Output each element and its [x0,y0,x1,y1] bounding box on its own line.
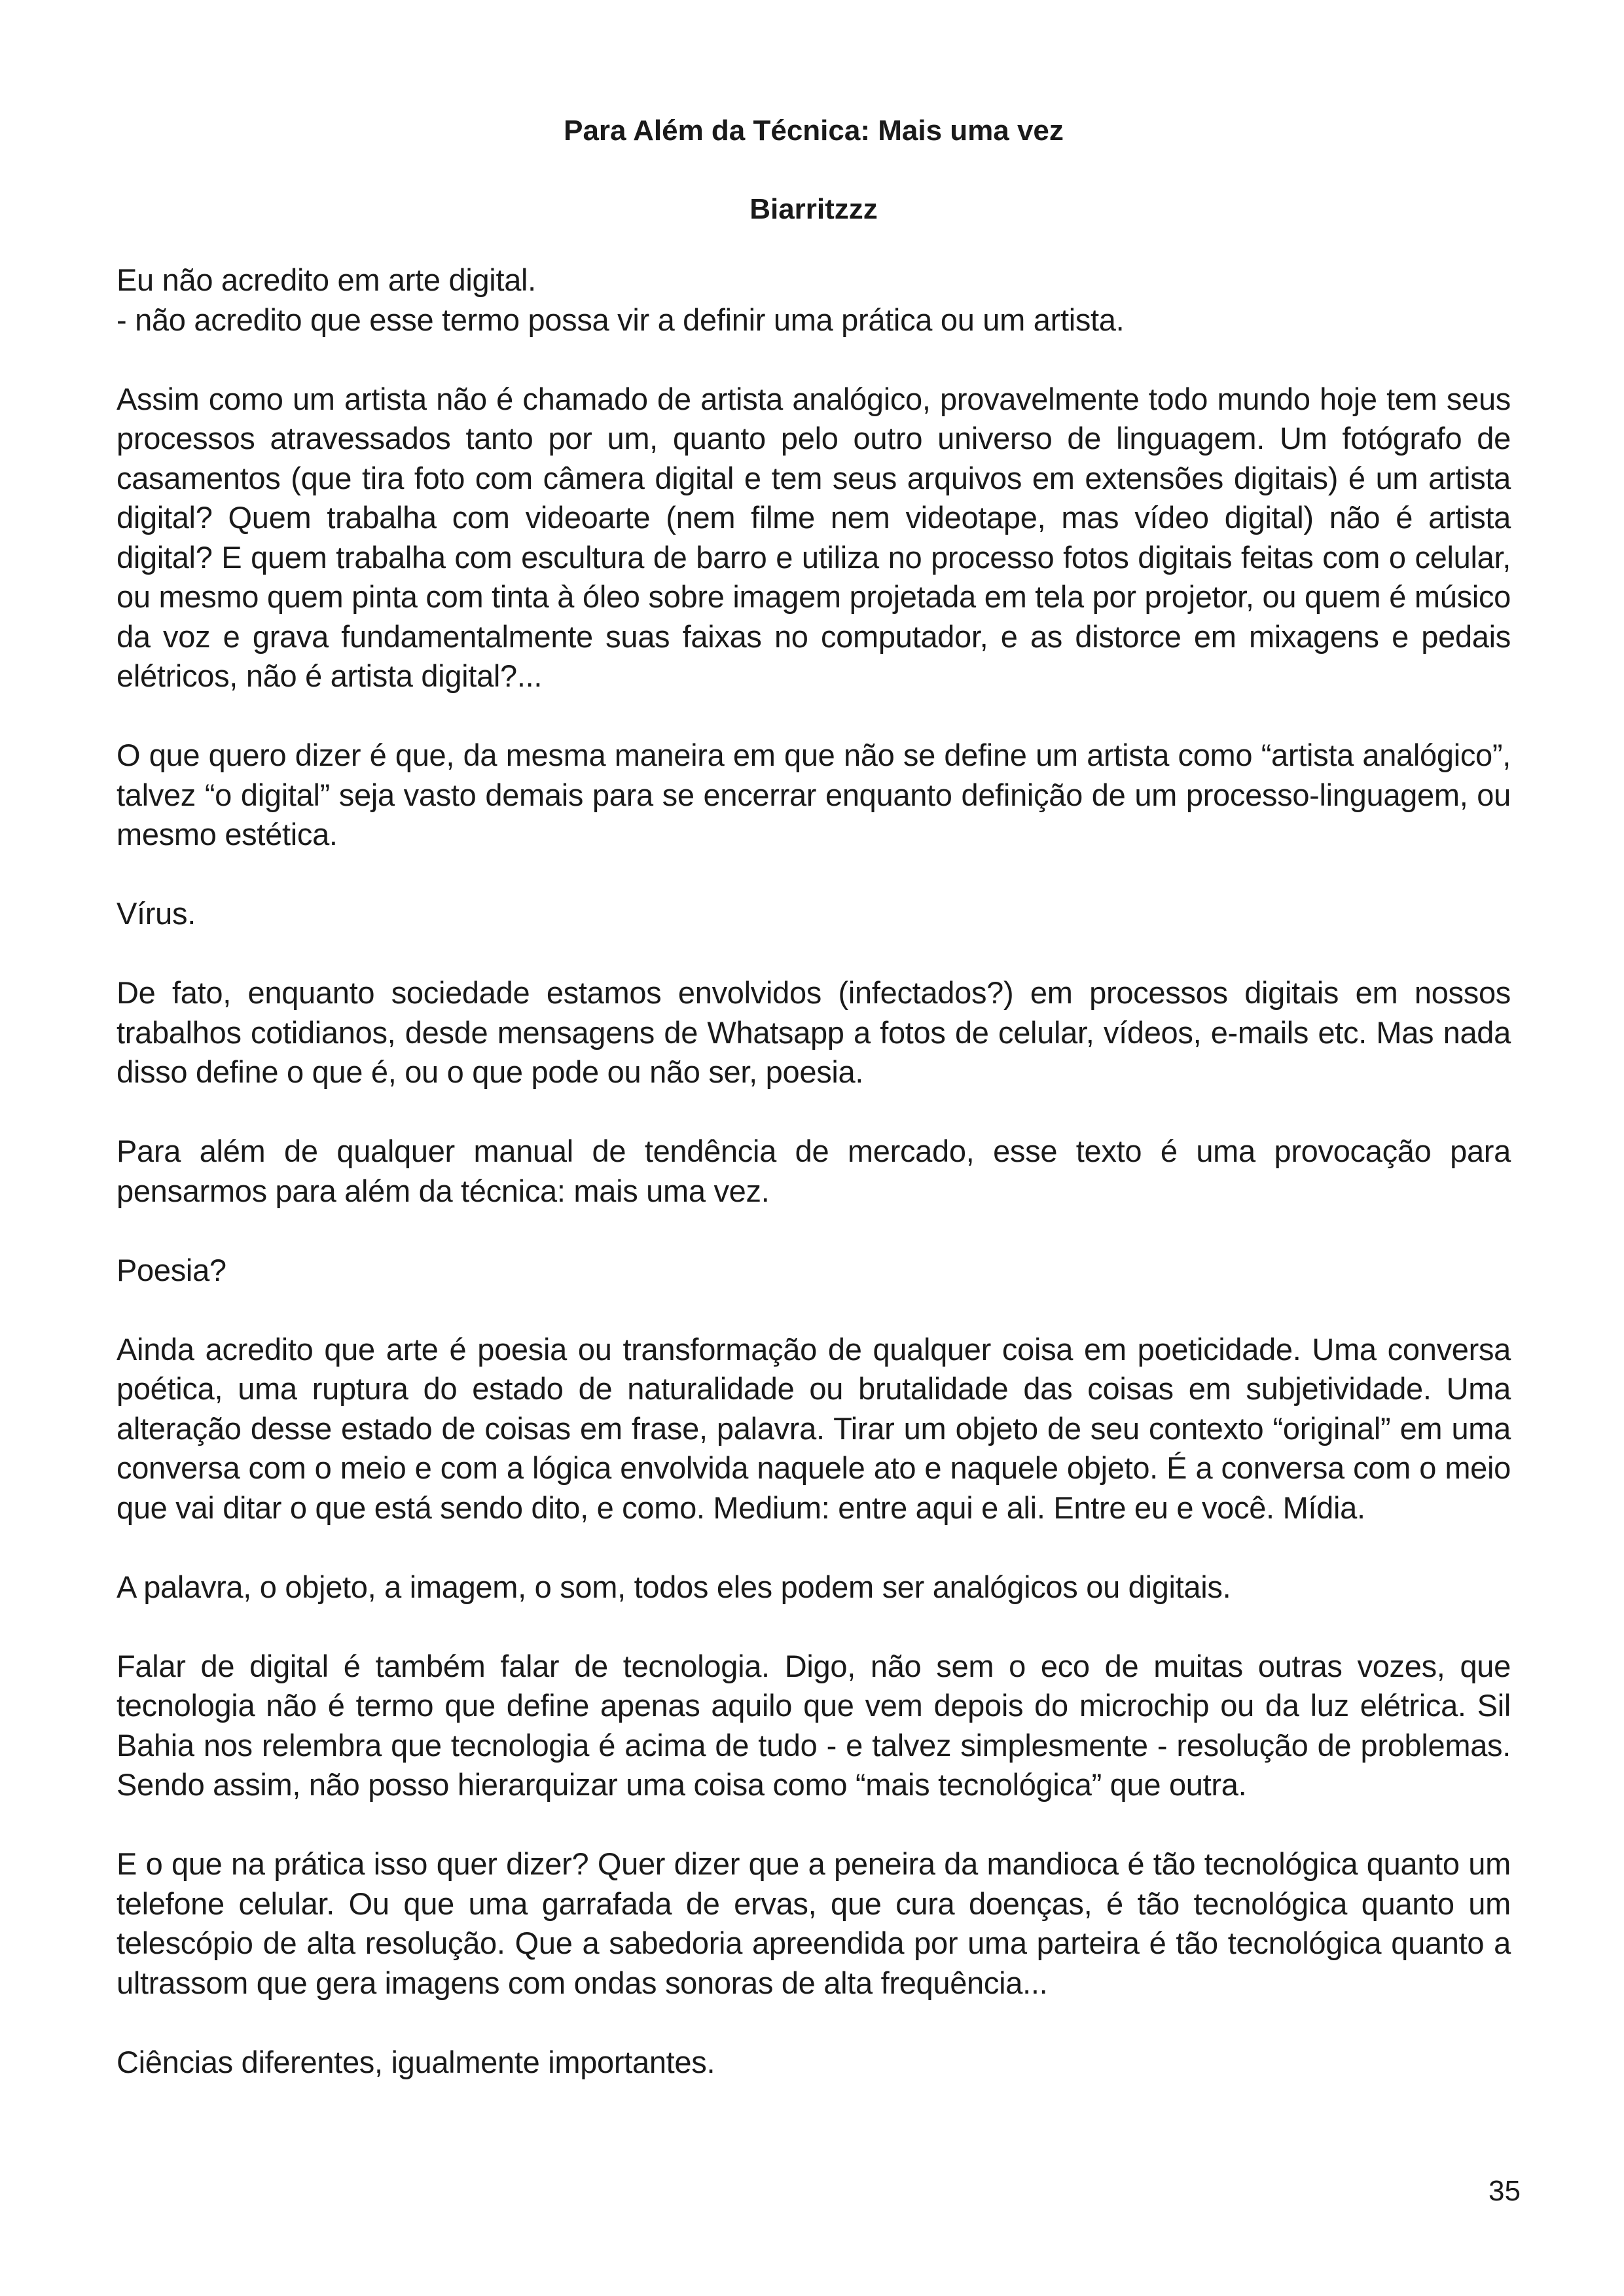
paragraph-4: Vírus. [117,896,196,931]
article-title: Para Além da Técnica: Mais uma vez [564,115,1064,147]
paragraph-10: Falar de digital é também falar de tecnologia. Digo, não sem o eco de muitas outras vozes, que tecnologia não é termo que define apenas aquilo que vem depois do microchip ou da luz elétrica. Sil Bahia nos relembra que tecnologia é acima de tudo - e talvez simplesmente - resolução de problemas. Sendo assim, não posso hierarquizar uma coisa como “mais tecnológica” que outra. [117,1648,1511,1802]
paragraph-12: Ciências diferentes, igualmente importantes. [117,2044,715,2079]
paragraph-1-line-2: - não acredito que esse termo possa vir a definir uma prática ou um artista. [117,302,1125,337]
paragraph-7: Poesia? [117,1252,226,1287]
paragraph-6: Para além de qualquer manual de tendência de mercado, esse texto é uma provocação para pensarmos para além da técnica: mais uma vez. [117,1134,1511,1208]
paragraph-1 [117,260,1511,340]
article-author: Biarritzzz [749,193,878,225]
paragraph-11: E o que na prática isso quer dizer? Quer dizer que a peneira da mandioca é tão tecnológica quanto um telefone celular. Ou que uma garrafada de ervas, que cura doenças, é tão tecnológica quanto um telescópio de alta resolução. Que a sabedoria apreendida por uma parteira é tão tecnológica quanto a ultrassom que gera imagens com ondas sonoras de alta frequência... [117,1846,1511,2000]
paragraph-8: Ainda acredito que arte é poesia ou transformação de qualquer coisa em poeticidade. Uma conversa poética, uma ruptura do estado de naturalidade ou brutalidade das coisas em subjetividade. Uma alteração desse estado de coisas em frase, palavra. Tirar um objeto de seu contexto “original” em uma conversa com o meio e com a lógica envolvida naquele ato e naquele objeto. É a conversa com o meio que vai ditar o que está sendo dito, e como. Medium: entre aqui e ali. Entre eu e você. Mídia. [117,1331,1511,1525]
paragraph-5: De fato, enquanto sociedade estamos envolvidos (infectados?) em processos digitais em nossos trabalhos cotidianos, desde mensagens de Whatsapp a fotos de celular, vídeos, e-mails etc. Mas nada disso define o que é, ou o que pode ou não ser, poesia. [117,975,1511,1089]
paragraph-2: Assim como um artista não é chamado de artista analógico, provavelmente todo mundo hoje tem seus processos atravessados tanto por um, quanto pelo outro universo de linguagem. Um fotógrafo de casamentos (que tira foto com câmera digital e tem seus arquivos em extensões digitais) é um artista digital? Quem trabalha com videoarte (nem filme nem videotape, mas vídeo digital) não é artista digital? E quem trabalha com escultura de barro e utiliza no processo fotos digitais feitas com o celular, ou mesmo quem pinta com tinta à óleo sobre imagem projetada em tela por projetor, ou quem é músico da voz e grava fundamentalmente suas faixas no computador, e as distorce em mixagens e pedais elétricos, não é artista digital?... [117,381,1511,693]
page-number: 35 [1489,2175,1521,2207]
article-body [117,260,1511,2082]
paragraph-9: A palavra, o objeto, a imagem, o som, todos eles podem ser analógicos ou digitais. [117,1569,1231,1604]
paragraph-1-line-1: Eu não acredito em arte digital. [117,262,536,297]
paragraph-3: O que quero dizer é que, da mesma maneira em que não se define um artista como “artista analógico”, talvez “o digital” seja vasto demais para se encerrar enquanto definição de um processo-linguagem, ou mesmo estética. [117,738,1511,852]
document-page [117,105,1511,2122]
